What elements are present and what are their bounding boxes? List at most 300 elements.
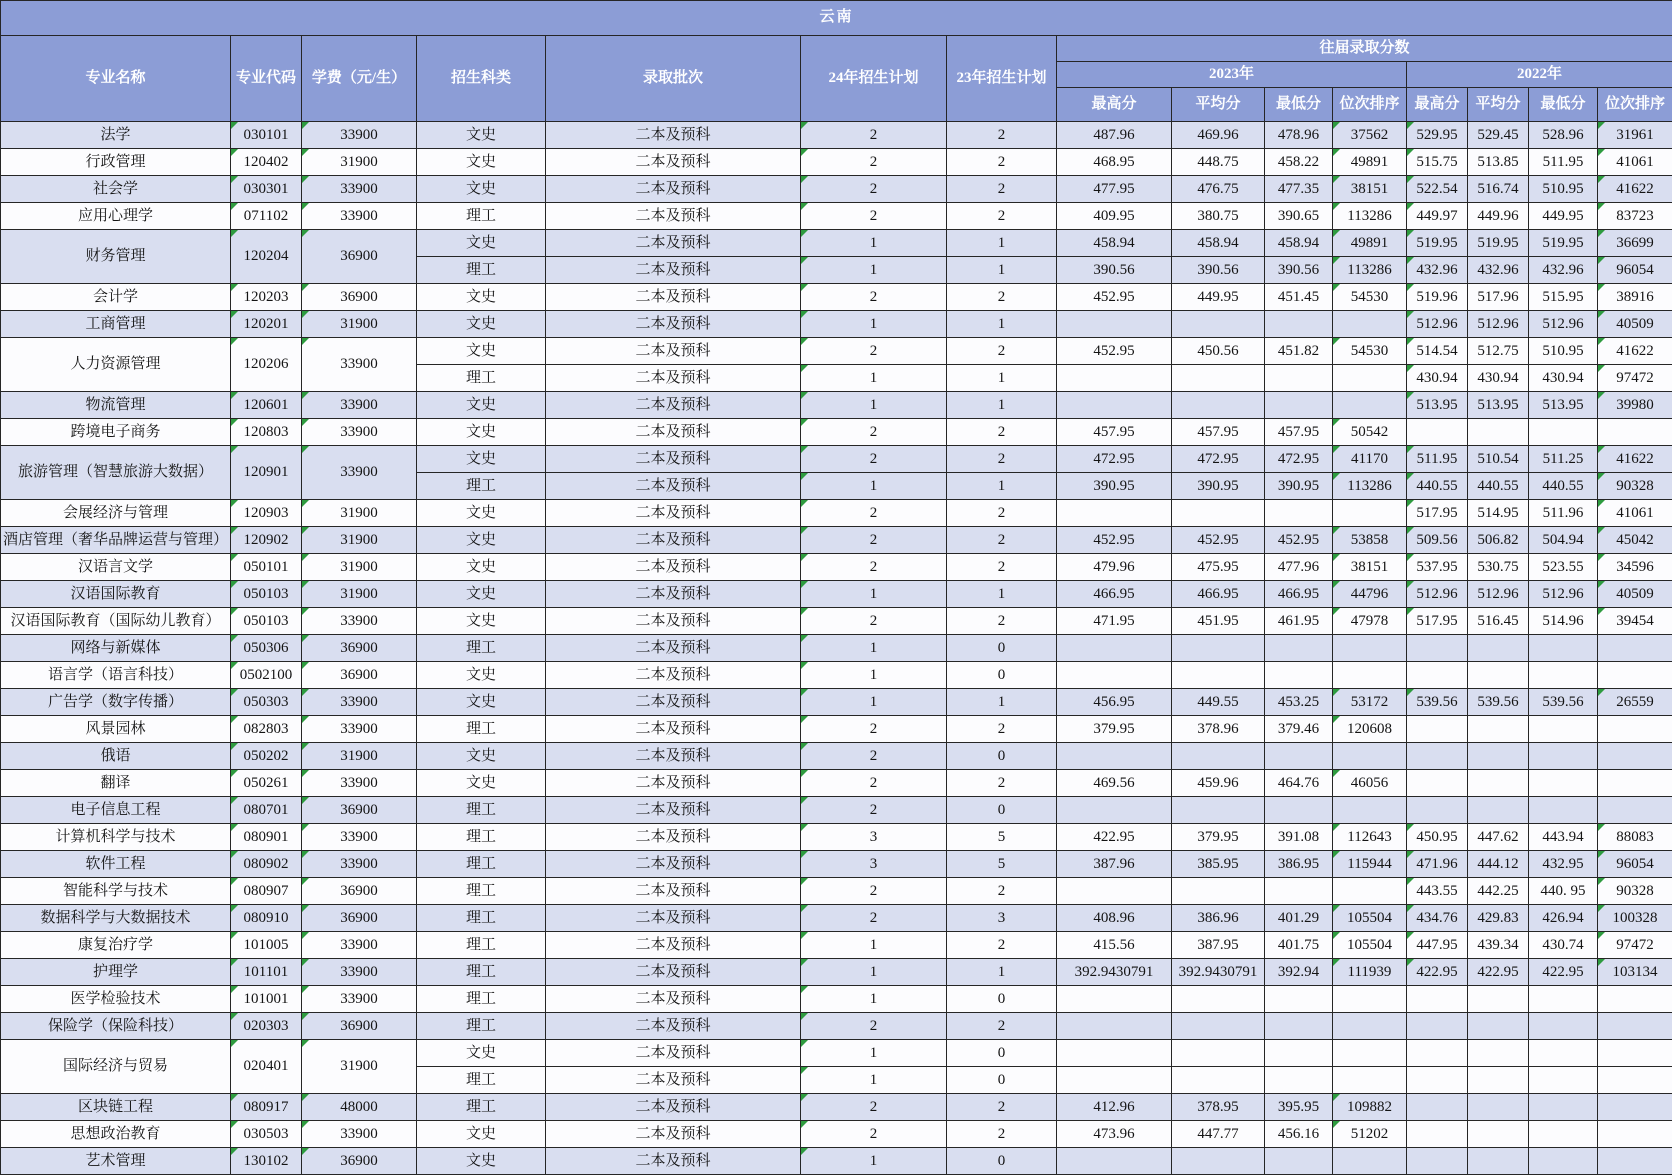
code-cell[interactable]: 080901 [231,824,302,851]
score-max-2022-cell[interactable]: 517.95 [1407,500,1468,527]
plan23-cell[interactable]: 0 [947,986,1057,1013]
score-max-2022-cell[interactable] [1407,770,1468,797]
plan24-cell[interactable]: 1 [801,1148,947,1175]
plan24-cell[interactable]: 2 [801,203,947,230]
code-cell[interactable]: 130102 [231,1148,302,1175]
plan24-cell[interactable]: 1 [801,932,947,959]
score-min-2022-cell[interactable]: 432.95 [1529,851,1598,878]
score-avg-2022-cell[interactable] [1468,770,1529,797]
fee-cell[interactable]: 33900 [302,122,417,149]
score-max-2022-cell[interactable] [1407,716,1468,743]
score-max-2022-cell[interactable]: 512.96 [1407,581,1468,608]
rank-2022-cell[interactable] [1598,1121,1672,1148]
major-cell[interactable]: 法学 [1,122,231,149]
plan24-cell[interactable]: 1 [801,230,947,257]
score-avg-2023-cell[interactable] [1172,878,1265,905]
score-max-2023-cell[interactable]: 466.95 [1057,581,1172,608]
score-min-2022-cell[interactable]: 515.95 [1529,284,1598,311]
batch-cell[interactable]: 二本及预科 [546,608,801,635]
batch-cell[interactable]: 二本及预科 [546,149,801,176]
code-cell[interactable]: 101001 [231,986,302,1013]
score-min-2022-cell[interactable]: 510.95 [1529,176,1598,203]
plan24-cell[interactable]: 2 [801,905,947,932]
score-min-2022-cell[interactable] [1529,635,1598,662]
rank-2023-cell[interactable]: 37562 [1333,122,1407,149]
code-cell[interactable]: 030301 [231,176,302,203]
score-max-2022-cell[interactable]: 512.96 [1407,311,1468,338]
score-avg-2022-cell[interactable] [1468,1040,1529,1067]
fee-cell[interactable]: 31900 [302,149,417,176]
major-cell[interactable]: 物流管理 [1,392,231,419]
score-min-2023-cell[interactable] [1265,500,1333,527]
score-avg-2022-cell[interactable]: 516.74 [1468,176,1529,203]
score-avg-2023-cell[interactable]: 379.95 [1172,824,1265,851]
code-cell[interactable]: 080907 [231,878,302,905]
score-min-2022-cell[interactable]: 504.94 [1529,527,1598,554]
plan23-cell[interactable]: 1 [947,689,1057,716]
score-max-2023-cell[interactable]: 457.95 [1057,419,1172,446]
code-cell[interactable]: 120201 [231,311,302,338]
score-avg-2022-cell[interactable]: 439.34 [1468,932,1529,959]
rank-2023-cell[interactable]: 109882 [1333,1094,1407,1121]
score-min-2023-cell[interactable]: 379.46 [1265,716,1333,743]
score-avg-2022-cell[interactable]: 512.96 [1468,311,1529,338]
plan24-cell[interactable]: 1 [801,1040,947,1067]
score-avg-2022-cell[interactable]: 513.95 [1468,392,1529,419]
major-cell[interactable]: 计算机科学与技术 [1,824,231,851]
major-cell[interactable]: 软件工程 [1,851,231,878]
score-avg-2022-cell[interactable]: 529.45 [1468,122,1529,149]
score-max-2023-cell[interactable]: 387.96 [1057,851,1172,878]
fee-cell[interactable]: 36900 [302,635,417,662]
score-avg-2023-cell[interactable] [1172,1148,1265,1175]
rank-2022-cell[interactable]: 34596 [1598,554,1672,581]
rank-2022-cell[interactable]: 40509 [1598,311,1672,338]
code-cell[interactable]: 071102 [231,203,302,230]
score-avg-2022-cell[interactable]: 442.25 [1468,878,1529,905]
fee-cell[interactable]: 33900 [302,446,417,500]
rank-2022-cell[interactable]: 41622 [1598,176,1672,203]
score-avg-2023-cell[interactable]: 469.96 [1172,122,1265,149]
rank-2022-cell[interactable]: 41622 [1598,338,1672,365]
code-cell[interactable]: 050261 [231,770,302,797]
category-cell[interactable]: 文史 [417,554,546,581]
score-avg-2022-cell[interactable] [1468,1013,1529,1040]
rank-2023-cell[interactable]: 54530 [1333,338,1407,365]
score-min-2022-cell[interactable]: 512.96 [1529,581,1598,608]
score-avg-2022-cell[interactable] [1468,1094,1529,1121]
category-cell[interactable]: 文史 [417,284,546,311]
major-cell[interactable]: 应用心理学 [1,203,231,230]
score-avg-2023-cell[interactable]: 385.95 [1172,851,1265,878]
score-max-2023-cell[interactable]: 390.95 [1057,473,1172,500]
category-cell[interactable]: 文史 [417,581,546,608]
plan23-cell[interactable]: 2 [947,716,1057,743]
rank-2022-cell[interactable] [1598,1067,1672,1094]
score-avg-2023-cell[interactable]: 450.56 [1172,338,1265,365]
rank-2023-cell[interactable]: 38151 [1333,554,1407,581]
score-max-2022-cell[interactable]: 471.96 [1407,851,1468,878]
score-avg-2023-cell[interactable]: 390.56 [1172,257,1265,284]
score-avg-2022-cell[interactable]: 517.96 [1468,284,1529,311]
fee-cell[interactable]: 33900 [302,608,417,635]
fee-cell[interactable]: 33900 [302,959,417,986]
category-cell[interactable]: 理工 [417,257,546,284]
category-cell[interactable]: 理工 [417,1094,546,1121]
score-avg-2022-cell[interactable]: 440.55 [1468,473,1529,500]
category-cell[interactable]: 文史 [417,1040,546,1067]
score-avg-2022-cell[interactable]: 430.94 [1468,365,1529,392]
fee-cell[interactable]: 48000 [302,1094,417,1121]
plan23-cell[interactable]: 1 [947,473,1057,500]
rank-2023-cell[interactable]: 53858 [1333,527,1407,554]
plan24-cell[interactable]: 1 [801,986,947,1013]
score-min-2022-cell[interactable] [1529,743,1598,770]
score-max-2023-cell[interactable] [1057,1013,1172,1040]
score-avg-2023-cell[interactable]: 452.95 [1172,527,1265,554]
plan23-cell[interactable]: 1 [947,257,1057,284]
rank-2022-cell[interactable] [1598,1094,1672,1121]
rank-2023-cell[interactable]: 49891 [1333,149,1407,176]
batch-cell[interactable]: 二本及预科 [546,689,801,716]
score-min-2023-cell[interactable]: 472.95 [1265,446,1333,473]
batch-cell[interactable]: 二本及预科 [546,1040,801,1067]
major-cell[interactable]: 智能科学与技术 [1,878,231,905]
score-min-2023-cell[interactable]: 458.22 [1265,149,1333,176]
rank-2022-cell[interactable]: 39980 [1598,392,1672,419]
score-avg-2022-cell[interactable]: 429.83 [1468,905,1529,932]
batch-cell[interactable]: 二本及预科 [546,932,801,959]
code-cell[interactable]: 120803 [231,419,302,446]
fee-cell[interactable]: 33900 [302,203,417,230]
rank-2023-cell[interactable]: 47978 [1333,608,1407,635]
plan24-cell[interactable]: 2 [801,1013,947,1040]
score-min-2022-cell[interactable] [1529,797,1598,824]
fee-cell[interactable]: 31900 [302,500,417,527]
rank-2023-cell[interactable]: 51202 [1333,1121,1407,1148]
score-max-2023-cell[interactable]: 487.96 [1057,122,1172,149]
plan23-cell[interactable]: 3 [947,905,1057,932]
score-max-2023-cell[interactable] [1057,635,1172,662]
score-max-2022-cell[interactable] [1407,743,1468,770]
category-cell[interactable]: 文史 [417,176,546,203]
category-cell[interactable]: 文史 [417,230,546,257]
score-max-2022-cell[interactable]: 443.55 [1407,878,1468,905]
code-cell[interactable]: 120402 [231,149,302,176]
score-avg-2023-cell[interactable] [1172,986,1265,1013]
score-max-2023-cell[interactable]: 390.56 [1057,257,1172,284]
score-min-2022-cell[interactable]: 422.95 [1529,959,1598,986]
score-min-2022-cell[interactable]: 440. 95 [1529,878,1598,905]
score-avg-2023-cell[interactable]: 459.96 [1172,770,1265,797]
code-cell[interactable]: 050103 [231,608,302,635]
plan23-cell[interactable]: 5 [947,824,1057,851]
category-cell[interactable]: 理工 [417,716,546,743]
score-max-2022-cell[interactable] [1407,1148,1468,1175]
rank-2023-cell[interactable]: 41170 [1333,446,1407,473]
score-avg-2023-cell[interactable]: 472.95 [1172,446,1265,473]
fee-cell[interactable]: 36900 [302,878,417,905]
score-min-2022-cell[interactable]: 443.94 [1529,824,1598,851]
score-avg-2022-cell[interactable] [1468,1148,1529,1175]
score-min-2022-cell[interactable] [1529,770,1598,797]
major-cell[interactable]: 思想政治教育 [1,1121,231,1148]
plan24-cell[interactable]: 3 [801,824,947,851]
score-min-2022-cell[interactable]: 523.55 [1529,554,1598,581]
score-avg-2022-cell[interactable]: 519.95 [1468,230,1529,257]
batch-cell[interactable]: 二本及预科 [546,554,801,581]
plan24-cell[interactable]: 2 [801,1094,947,1121]
category-cell[interactable]: 理工 [417,959,546,986]
category-cell[interactable]: 文史 [417,338,546,365]
score-min-2023-cell[interactable]: 390.56 [1265,257,1333,284]
score-avg-2022-cell[interactable]: 449.96 [1468,203,1529,230]
score-max-2023-cell[interactable] [1057,797,1172,824]
score-min-2022-cell[interactable]: 511.95 [1529,149,1598,176]
score-min-2023-cell[interactable]: 452.95 [1265,527,1333,554]
plan23-cell[interactable]: 2 [947,1094,1057,1121]
score-min-2023-cell[interactable] [1265,1067,1333,1094]
code-cell[interactable]: 080917 [231,1094,302,1121]
code-cell[interactable]: 050103 [231,581,302,608]
rank-2022-cell[interactable]: 97472 [1598,932,1672,959]
plan24-cell[interactable]: 1 [801,662,947,689]
batch-cell[interactable]: 二本及预科 [546,284,801,311]
rank-2022-cell[interactable] [1598,635,1672,662]
major-cell[interactable]: 数据科学与大数据技术 [1,905,231,932]
score-max-2022-cell[interactable]: 447.95 [1407,932,1468,959]
fee-cell[interactable]: 36900 [302,1013,417,1040]
major-cell[interactable]: 行政管理 [1,149,231,176]
score-max-2023-cell[interactable] [1057,743,1172,770]
plan23-cell[interactable]: 1 [947,392,1057,419]
plan24-cell[interactable]: 1 [801,689,947,716]
score-min-2023-cell[interactable] [1265,1040,1333,1067]
category-cell[interactable]: 文史 [417,419,546,446]
batch-cell[interactable]: 二本及预科 [546,338,801,365]
score-max-2022-cell[interactable]: 511.95 [1407,446,1468,473]
major-cell[interactable]: 艺术管理 [1,1148,231,1175]
batch-cell[interactable]: 二本及预科 [546,1067,801,1094]
score-max-2022-cell[interactable] [1407,635,1468,662]
code-cell[interactable]: 050202 [231,743,302,770]
score-max-2023-cell[interactable]: 409.95 [1057,203,1172,230]
score-avg-2022-cell[interactable] [1468,743,1529,770]
code-cell[interactable]: 120901 [231,446,302,500]
major-cell[interactable]: 护理学 [1,959,231,986]
rank-2022-cell[interactable] [1598,770,1672,797]
score-avg-2023-cell[interactable]: 386.96 [1172,905,1265,932]
score-max-2023-cell[interactable] [1057,500,1172,527]
major-cell[interactable]: 网络与新媒体 [1,635,231,662]
code-cell[interactable]: 080910 [231,905,302,932]
score-max-2023-cell[interactable] [1057,986,1172,1013]
rank-2022-cell[interactable] [1598,743,1672,770]
rank-2022-cell[interactable] [1598,1040,1672,1067]
major-cell[interactable]: 跨境电子商务 [1,419,231,446]
rank-2023-cell[interactable]: 46056 [1333,770,1407,797]
score-max-2023-cell[interactable] [1057,311,1172,338]
code-cell[interactable]: 120601 [231,392,302,419]
score-min-2023-cell[interactable]: 451.82 [1265,338,1333,365]
plan23-cell[interactable]: 0 [947,743,1057,770]
score-avg-2023-cell[interactable]: 451.95 [1172,608,1265,635]
rank-2023-cell[interactable] [1333,986,1407,1013]
score-avg-2022-cell[interactable] [1468,797,1529,824]
rank-2023-cell[interactable] [1333,1067,1407,1094]
score-avg-2023-cell[interactable]: 378.96 [1172,716,1265,743]
score-avg-2023-cell[interactable] [1172,1040,1265,1067]
major-cell[interactable]: 风景园林 [1,716,231,743]
fee-cell[interactable]: 31900 [302,554,417,581]
category-cell[interactable]: 文史 [417,1148,546,1175]
fee-cell[interactable]: 36900 [302,797,417,824]
rank-2023-cell[interactable]: 50542 [1333,419,1407,446]
score-min-2023-cell[interactable]: 464.76 [1265,770,1333,797]
fee-cell[interactable]: 31900 [302,527,417,554]
score-avg-2022-cell[interactable] [1468,419,1529,446]
score-avg-2023-cell[interactable]: 475.95 [1172,554,1265,581]
rank-2022-cell[interactable] [1598,1013,1672,1040]
plan23-cell[interactable]: 2 [947,338,1057,365]
score-max-2022-cell[interactable]: 509.56 [1407,527,1468,554]
plan23-cell[interactable]: 2 [947,500,1057,527]
score-min-2023-cell[interactable] [1265,1013,1333,1040]
category-cell[interactable]: 文史 [417,500,546,527]
score-min-2023-cell[interactable]: 391.08 [1265,824,1333,851]
fee-cell[interactable]: 33900 [302,986,417,1013]
fee-cell[interactable]: 33900 [302,419,417,446]
major-cell[interactable]: 社会学 [1,176,231,203]
fee-cell[interactable]: 33900 [302,1121,417,1148]
score-max-2022-cell[interactable] [1407,419,1468,446]
score-min-2023-cell[interactable]: 401.75 [1265,932,1333,959]
score-min-2023-cell[interactable]: 477.96 [1265,554,1333,581]
rank-2023-cell[interactable]: 113286 [1333,203,1407,230]
category-cell[interactable]: 理工 [417,932,546,959]
code-cell[interactable]: 020401 [231,1040,302,1094]
score-min-2022-cell[interactable] [1529,1013,1598,1040]
score-min-2023-cell[interactable]: 458.94 [1265,230,1333,257]
fee-cell[interactable]: 33900 [302,338,417,392]
score-min-2023-cell[interactable] [1265,986,1333,1013]
batch-cell[interactable]: 二本及预科 [546,824,801,851]
score-max-2022-cell[interactable]: 515.75 [1407,149,1468,176]
fee-cell[interactable]: 36900 [302,230,417,284]
score-min-2023-cell[interactable] [1265,797,1333,824]
plan23-cell[interactable]: 0 [947,662,1057,689]
rank-2023-cell[interactable]: 105504 [1333,905,1407,932]
score-min-2023-cell[interactable]: 386.95 [1265,851,1333,878]
score-max-2022-cell[interactable]: 434.76 [1407,905,1468,932]
plan24-cell[interactable]: 2 [801,770,947,797]
score-avg-2023-cell[interactable]: 380.75 [1172,203,1265,230]
batch-cell[interactable]: 二本及预科 [546,986,801,1013]
batch-cell[interactable]: 二本及预科 [546,959,801,986]
fee-cell[interactable]: 33900 [302,716,417,743]
plan24-cell[interactable]: 2 [801,500,947,527]
category-cell[interactable]: 文史 [417,527,546,554]
plan23-cell[interactable]: 0 [947,1040,1057,1067]
score-min-2022-cell[interactable]: 539.56 [1529,689,1598,716]
major-cell[interactable]: 会展经济与管理 [1,500,231,527]
plan24-cell[interactable]: 2 [801,1121,947,1148]
score-max-2023-cell[interactable] [1057,1067,1172,1094]
batch-cell[interactable]: 二本及预科 [546,716,801,743]
plan24-cell[interactable]: 1 [801,257,947,284]
rank-2023-cell[interactable]: 49891 [1333,230,1407,257]
category-cell[interactable]: 文史 [417,1121,546,1148]
score-max-2023-cell[interactable]: 408.96 [1057,905,1172,932]
category-cell[interactable]: 文史 [417,311,546,338]
major-cell[interactable]: 广告学（数字传播） [1,689,231,716]
score-min-2023-cell[interactable]: 453.25 [1265,689,1333,716]
score-max-2022-cell[interactable]: 517.95 [1407,608,1468,635]
score-max-2023-cell[interactable]: 452.95 [1057,284,1172,311]
score-max-2022-cell[interactable]: 449.97 [1407,203,1468,230]
plan24-cell[interactable]: 2 [801,284,947,311]
plan23-cell[interactable]: 2 [947,419,1057,446]
score-max-2023-cell[interactable]: 479.96 [1057,554,1172,581]
code-cell[interactable]: 101005 [231,932,302,959]
score-max-2022-cell[interactable]: 537.95 [1407,554,1468,581]
plan24-cell[interactable]: 1 [801,365,947,392]
code-cell[interactable]: 080902 [231,851,302,878]
score-avg-2023-cell[interactable]: 449.55 [1172,689,1265,716]
score-min-2022-cell[interactable]: 510.95 [1529,338,1598,365]
score-max-2022-cell[interactable]: 440.55 [1407,473,1468,500]
score-avg-2023-cell[interactable]: 448.75 [1172,149,1265,176]
major-cell[interactable]: 汉语国际教育（国际幼儿教育） [1,608,231,635]
batch-cell[interactable]: 二本及预科 [546,905,801,932]
plan23-cell[interactable]: 2 [947,527,1057,554]
score-avg-2022-cell[interactable] [1468,1121,1529,1148]
plan23-cell[interactable]: 2 [947,770,1057,797]
score-avg-2023-cell[interactable] [1172,635,1265,662]
plan24-cell[interactable]: 1 [801,581,947,608]
category-cell[interactable]: 理工 [417,986,546,1013]
score-min-2022-cell[interactable] [1529,419,1598,446]
score-min-2022-cell[interactable]: 512.96 [1529,311,1598,338]
score-avg-2022-cell[interactable]: 444.12 [1468,851,1529,878]
score-min-2023-cell[interactable]: 477.35 [1265,176,1333,203]
score-max-2023-cell[interactable]: 458.94 [1057,230,1172,257]
rank-2022-cell[interactable]: 100328 [1598,905,1672,932]
rank-2023-cell[interactable] [1333,392,1407,419]
batch-cell[interactable]: 二本及预科 [546,797,801,824]
category-cell[interactable]: 理工 [417,797,546,824]
score-min-2022-cell[interactable] [1529,716,1598,743]
major-cell[interactable]: 区块链工程 [1,1094,231,1121]
code-cell[interactable]: 080701 [231,797,302,824]
fee-cell[interactable]: 33900 [302,824,417,851]
score-avg-2023-cell[interactable] [1172,797,1265,824]
score-max-2023-cell[interactable] [1057,392,1172,419]
fee-cell[interactable]: 31900 [302,743,417,770]
fee-cell[interactable]: 33900 [302,689,417,716]
plan24-cell[interactable]: 2 [801,122,947,149]
score-avg-2022-cell[interactable]: 432.96 [1468,257,1529,284]
major-cell[interactable]: 翻译 [1,770,231,797]
plan23-cell[interactable]: 2 [947,284,1057,311]
major-cell[interactable]: 康复治疗学 [1,932,231,959]
score-max-2023-cell[interactable] [1057,365,1172,392]
score-avg-2022-cell[interactable]: 530.75 [1468,554,1529,581]
batch-cell[interactable]: 二本及预科 [546,122,801,149]
score-avg-2023-cell[interactable]: 392.9430791 [1172,959,1265,986]
category-cell[interactable]: 理工 [417,635,546,662]
plan23-cell[interactable]: 1 [947,581,1057,608]
